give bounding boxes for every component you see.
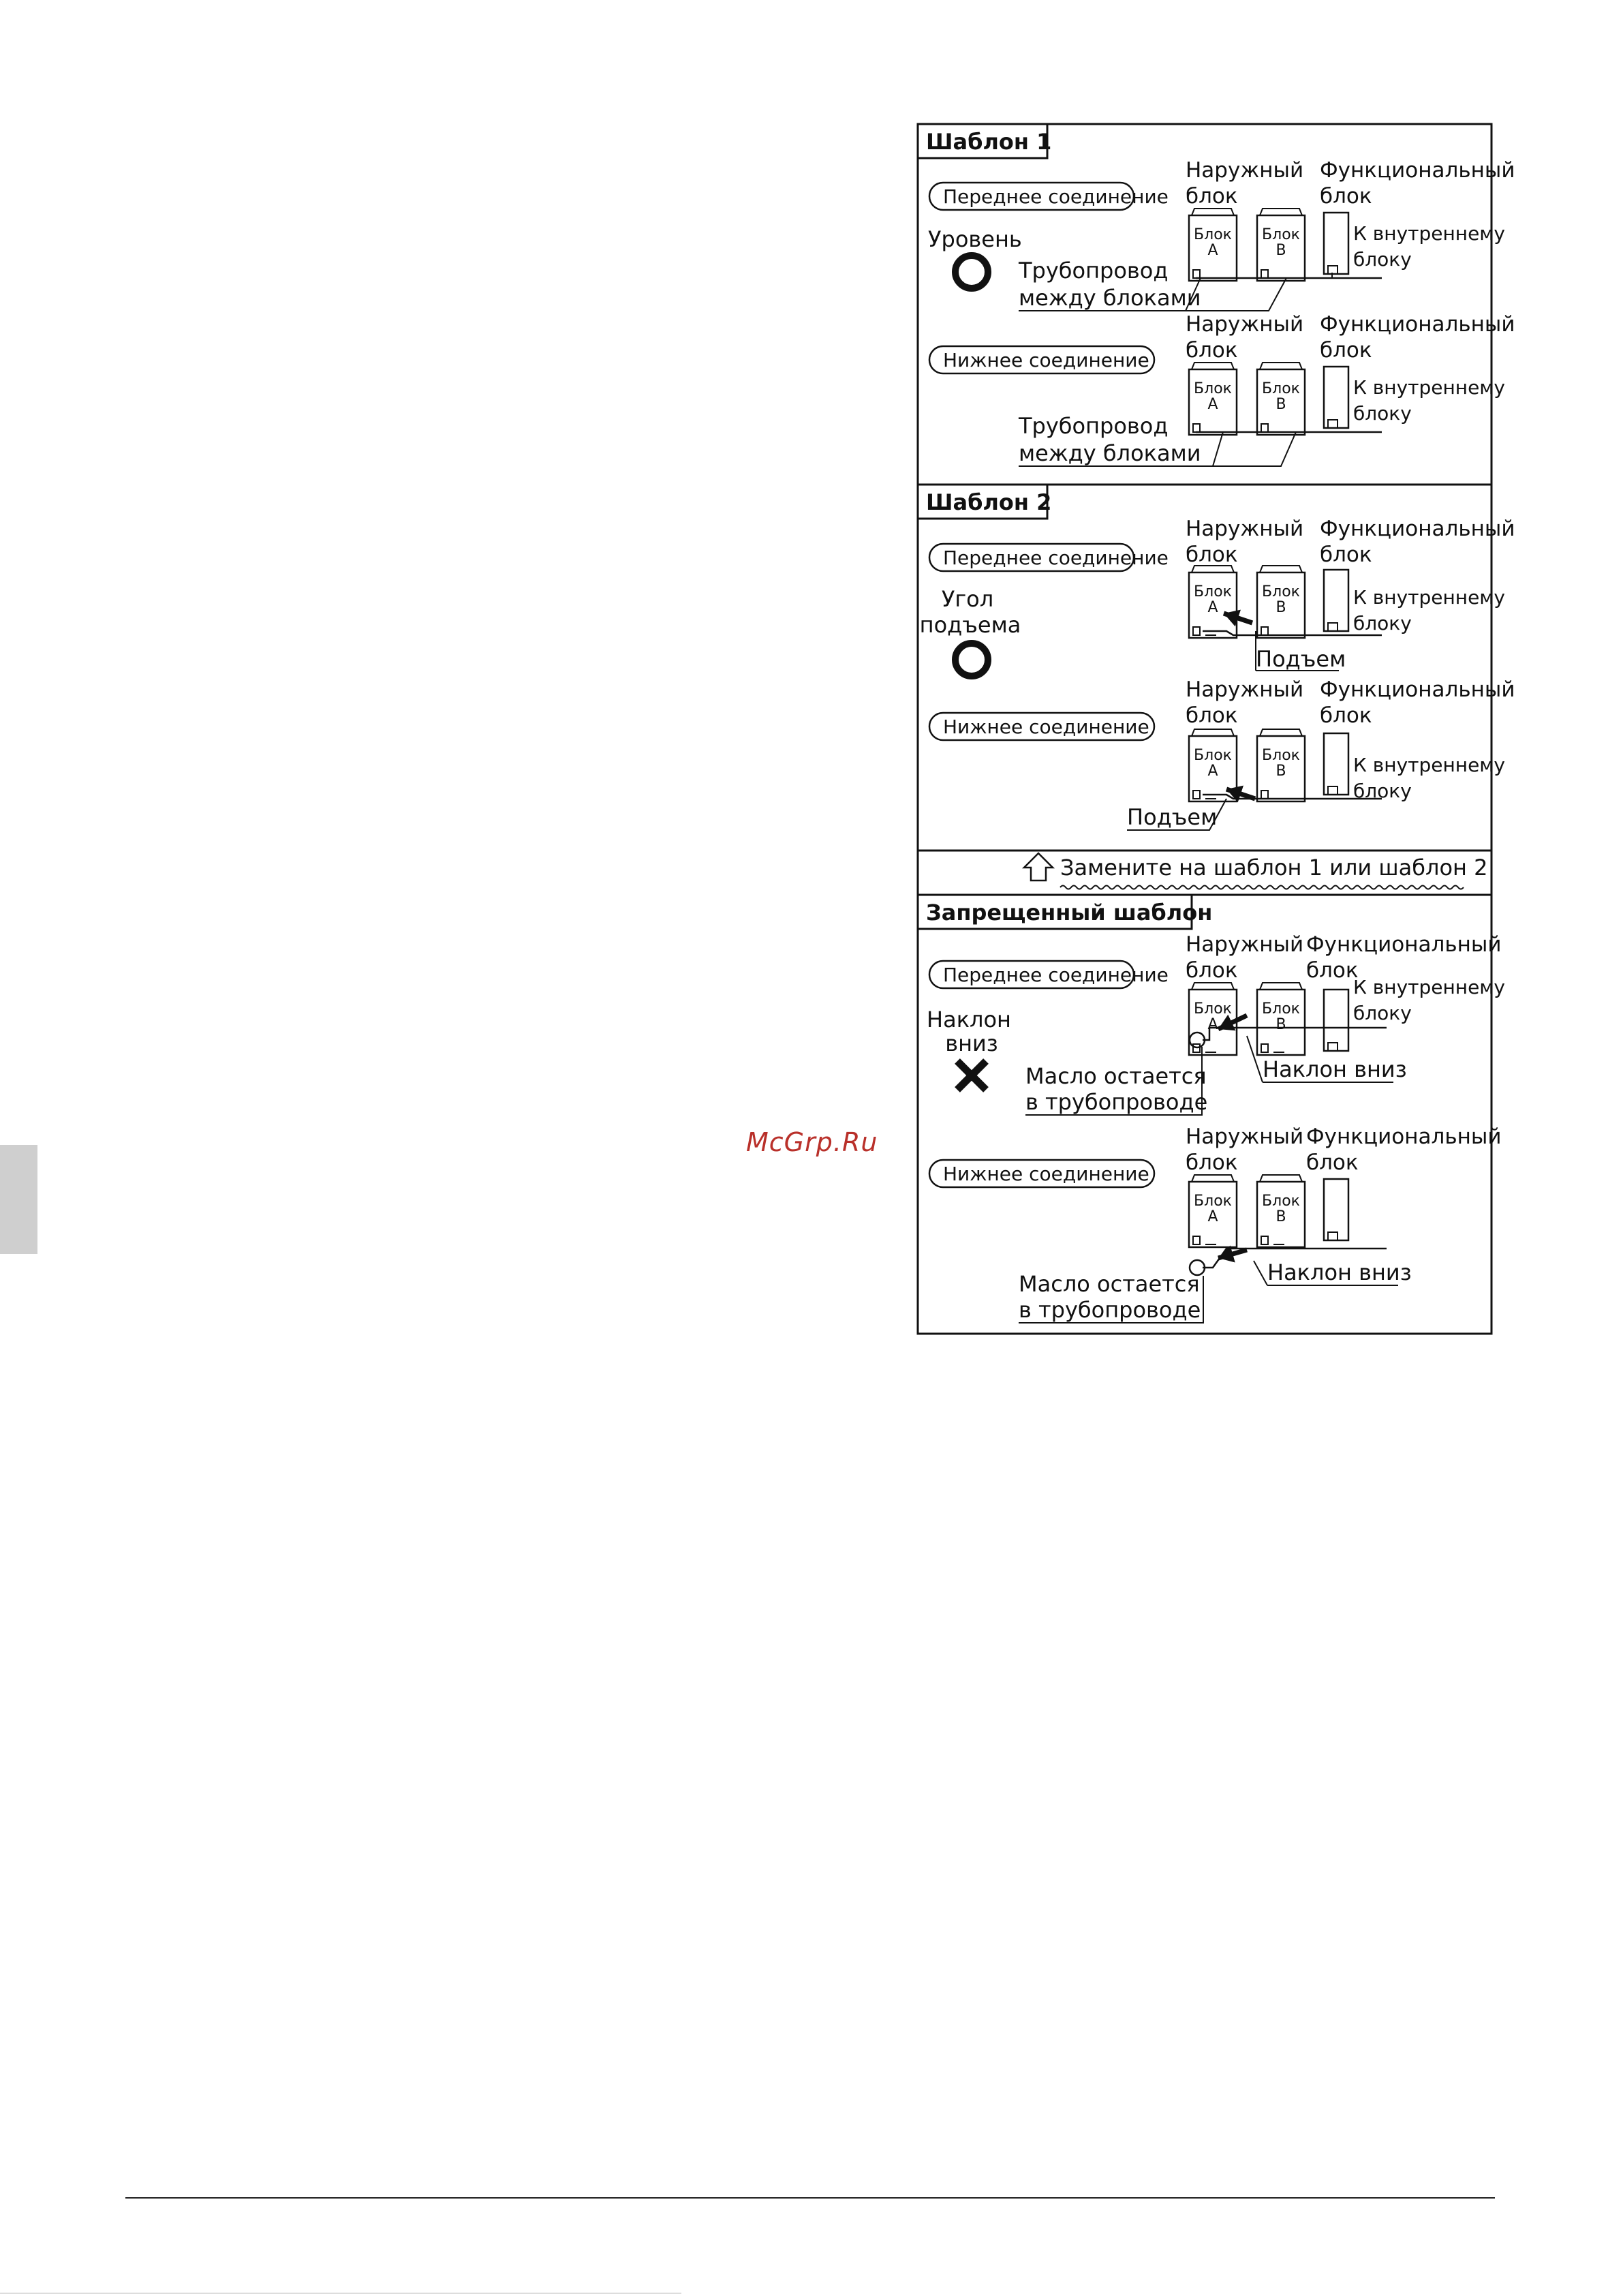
forbidden-front-oil-1: Масло остается bbox=[1025, 1063, 1207, 1089]
p2-front-functional-1: Функциональный bbox=[1320, 517, 1515, 541]
p2-front-indoor-1: К внутреннему bbox=[1353, 586, 1506, 609]
p2-bottom-func-body bbox=[1324, 733, 1348, 795]
fb-front-unit-a-letter: A bbox=[1207, 1016, 1218, 1033]
p1-bottom-unit-a-letter: A bbox=[1207, 396, 1218, 413]
p1-front-outdoor-1: Наружный bbox=[1186, 158, 1304, 183]
fb-bottom-unit-a-letter: A bbox=[1207, 1208, 1218, 1225]
fb-front-unit-b-word: Блок bbox=[1262, 1000, 1300, 1017]
p2-bottom-unit-a-word: Блок bbox=[1194, 747, 1232, 764]
pattern1-front-pipe-label-2: между блоками bbox=[1019, 285, 1201, 311]
p2-bottom-outdoor-1: Наружный bbox=[1186, 677, 1304, 702]
pattern2-ok-circle-icon bbox=[955, 643, 988, 676]
fb-front-indoor-2: блоку bbox=[1353, 1002, 1412, 1024]
fb-front-outdoor-1: Наружный bbox=[1186, 932, 1304, 957]
pattern1-condition: Уровень bbox=[928, 226, 1022, 252]
fb-front-functional-1: Функциональный bbox=[1306, 932, 1502, 957]
p2-bottom-func-port bbox=[1328, 786, 1338, 795]
p1-bottom-indoor-1: К внутреннему bbox=[1353, 376, 1506, 399]
p1-bottom-unit-a-port bbox=[1193, 424, 1200, 432]
fb-bottom-unit-b-word: Блок bbox=[1262, 1193, 1300, 1210]
fb-front-oil-circle bbox=[1190, 1032, 1205, 1047]
forbidden-condition-2: вниз bbox=[945, 1030, 998, 1056]
fb-front-indoor-1: К внутреннему bbox=[1353, 976, 1506, 998]
p2-front-unit-b-word: Блок bbox=[1262, 583, 1300, 600]
fb-front-unit-a-top bbox=[1192, 983, 1234, 990]
p1-bottom-unit-a-word: Блок bbox=[1194, 380, 1232, 397]
p1-bottom-unit-b-top bbox=[1260, 363, 1302, 369]
p1-bottom-indoor-2: блоку bbox=[1353, 402, 1412, 425]
p2-front-func-body bbox=[1324, 570, 1348, 631]
pattern1-bottom-pill-label: Нижнее соединение bbox=[943, 349, 1149, 371]
p1-bottom-unit-b-port bbox=[1261, 424, 1268, 432]
pattern1-front-pill-label: Переднее соединение bbox=[943, 185, 1169, 208]
p1-front-unit-a-port bbox=[1193, 270, 1200, 278]
replace-note: Замените на шаблон 1 или шаблон 2 bbox=[1060, 855, 1488, 881]
p1-front-unit-b-word: Блок bbox=[1262, 226, 1300, 243]
fb-bottom-functional-1: Функциональный bbox=[1306, 1124, 1502, 1149]
fb-front-unit-b-port bbox=[1261, 1044, 1268, 1052]
pattern1-title: Шаблон 1 bbox=[926, 129, 1052, 155]
forbidden-condition-1: Наклон bbox=[927, 1007, 1011, 1032]
pattern2-front-pill-label: Переднее соединение bbox=[943, 547, 1169, 569]
p2-front-unit-b-port bbox=[1261, 627, 1268, 635]
fb-front-func-port bbox=[1328, 1043, 1338, 1051]
pattern1-bottom-pipe-label-1: Трубопровод bbox=[1019, 413, 1169, 439]
forbidden-bottom-pill-label: Нижнее соединение bbox=[943, 1163, 1149, 1185]
forbidden-bottom-oil-2: в трубопроводе bbox=[1019, 1297, 1201, 1323]
fb-bottom-unit-a-word: Блок bbox=[1194, 1193, 1232, 1210]
p1-bottom-func-body bbox=[1324, 367, 1348, 428]
forbidden-bottom-oil-1: Масло остается bbox=[1019, 1271, 1200, 1297]
p2-front-outdoor-1: Наружный bbox=[1186, 517, 1304, 541]
p1-front-functional-1: Функциональный bbox=[1320, 158, 1515, 183]
p1-front-unit-b-top bbox=[1260, 209, 1302, 215]
p2-bottom-indoor-2: блоку bbox=[1353, 780, 1412, 802]
p1-front-unit-b-letter: B bbox=[1276, 242, 1286, 259]
pattern2-condition-2: подъема bbox=[919, 612, 1021, 638]
fb-bottom-outdoor-2: блок bbox=[1186, 1150, 1238, 1175]
pattern1-front-pipe-label-1: Трубопровод bbox=[1019, 258, 1169, 284]
p2-bottom-unit-a-letter: A bbox=[1207, 763, 1218, 780]
p1-bottom-outdoor-1: Наружный bbox=[1186, 312, 1304, 337]
fb-bottom-unit-b-port bbox=[1261, 1236, 1268, 1244]
p1-bottom-functional-1: Функциональный bbox=[1320, 312, 1515, 337]
up-arrow-icon bbox=[1024, 853, 1053, 881]
fb-front-func-body bbox=[1324, 990, 1348, 1051]
pattern2-bottom-rise-label: Подъем bbox=[1127, 804, 1218, 830]
p1-front-outdoor-2: блок bbox=[1186, 184, 1238, 209]
p2-bottom-functional-1: Функциональный bbox=[1320, 677, 1515, 702]
pattern2-bottom-pill-label: Нижнее соединение bbox=[943, 716, 1149, 738]
fb-bottom-unit-a-top bbox=[1192, 1175, 1234, 1182]
p1-bottom-functional-2: блок bbox=[1320, 338, 1372, 363]
p2-bottom-unit-b-port bbox=[1261, 791, 1268, 799]
p1-front-functional-2: блок bbox=[1320, 184, 1372, 209]
pattern1-ok-circle-icon bbox=[955, 256, 988, 288]
p2-front-func-port bbox=[1328, 623, 1338, 631]
forbidden-front-oil-2: в трубопроводе bbox=[1025, 1089, 1208, 1115]
replace-note-underline bbox=[1060, 886, 1464, 889]
p1-front-unit-a-top bbox=[1192, 209, 1234, 215]
fb-bottom-outdoor-1: Наружный bbox=[1186, 1124, 1304, 1149]
fb-front-unit-a-word: Блок bbox=[1194, 1000, 1232, 1017]
p2-front-unit-b-top bbox=[1260, 566, 1302, 572]
p1-front-unit-a-letter: A bbox=[1207, 242, 1218, 259]
p2-front-functional-2: блок bbox=[1320, 542, 1372, 567]
p2-bottom-unit-a-top bbox=[1192, 729, 1234, 736]
fb-front-slope-leader bbox=[1247, 1036, 1263, 1082]
p1-bottom-func-port bbox=[1328, 420, 1338, 428]
p1-front-indoor-2: блоку bbox=[1353, 248, 1412, 271]
p1-front-unit-b-port bbox=[1261, 270, 1268, 278]
fb-bottom-func-port bbox=[1328, 1232, 1338, 1240]
p2-bottom-unit-b-letter: B bbox=[1276, 763, 1286, 780]
p2-bottom-functional-2: блок bbox=[1320, 703, 1372, 728]
p1-bottom-unit-a-top bbox=[1192, 363, 1234, 369]
p2-bottom-unit-b-word: Блок bbox=[1262, 747, 1300, 764]
fb-bottom-func-body bbox=[1324, 1179, 1348, 1240]
p2-front-unit-a-word: Блок bbox=[1194, 583, 1232, 600]
forbidden-title: Запрещенный шаблон bbox=[926, 900, 1213, 925]
fb-bottom-unit-a-port bbox=[1193, 1236, 1200, 1244]
p1-bottom-outdoor-2: блок bbox=[1186, 338, 1238, 363]
pattern1-bottom-pipe-label-2: между блоками bbox=[1019, 440, 1201, 466]
p1-bottom-unit-b-word: Блок bbox=[1262, 380, 1300, 397]
watermark: McGrp.Ru bbox=[746, 1127, 878, 1157]
forbidden-bottom-slope-label: Наклон вниз bbox=[1267, 1259, 1412, 1285]
forbidden-front-slope-label: Наклон вниз bbox=[1263, 1056, 1407, 1082]
p2-bottom-indoor-1: К внутреннему bbox=[1353, 754, 1506, 776]
fb-bottom-slope-leader bbox=[1254, 1261, 1267, 1285]
pattern2-condition-1: Угол bbox=[941, 586, 994, 612]
p2-bottom-outdoor-2: блок bbox=[1186, 703, 1238, 728]
fb-bottom-unit-b-top bbox=[1260, 1175, 1302, 1182]
p1-bottom-unit-b-letter: B bbox=[1276, 396, 1286, 413]
forbidden-front-pill-label: Переднее соединение bbox=[943, 964, 1169, 986]
pattern2-title: Шаблон 2 bbox=[926, 489, 1052, 515]
p1-front-unit-a-word: Блок bbox=[1194, 226, 1232, 243]
p1-front-func-body bbox=[1324, 213, 1348, 274]
p2-front-unit-a-port bbox=[1193, 627, 1200, 635]
p2-front-outdoor-2: блок bbox=[1186, 542, 1238, 567]
fb-front-unit-b-top bbox=[1260, 983, 1302, 990]
p2-front-indoor-2: блоку bbox=[1353, 612, 1412, 634]
pattern2-front-rise-label: Подъем bbox=[1256, 646, 1346, 672]
p1-front-indoor-1: К внутреннему bbox=[1353, 222, 1506, 245]
p2-bottom-unit-a-port bbox=[1193, 791, 1200, 799]
p2-front-unit-a-letter: A bbox=[1207, 599, 1218, 616]
fb-front-functional-2: блок bbox=[1306, 958, 1359, 983]
p2-front-unit-b-letter: B bbox=[1276, 599, 1286, 616]
fb-bottom-unit-b-letter: B bbox=[1276, 1208, 1286, 1225]
p1-bottom-leader-b bbox=[1213, 432, 1296, 466]
fb-front-unit-b-letter: B bbox=[1276, 1016, 1286, 1033]
fb-front-outdoor-2: блок bbox=[1186, 958, 1238, 983]
p2-bottom-unit-b-top bbox=[1260, 729, 1302, 736]
fb-bottom-functional-2: блок bbox=[1306, 1150, 1359, 1175]
